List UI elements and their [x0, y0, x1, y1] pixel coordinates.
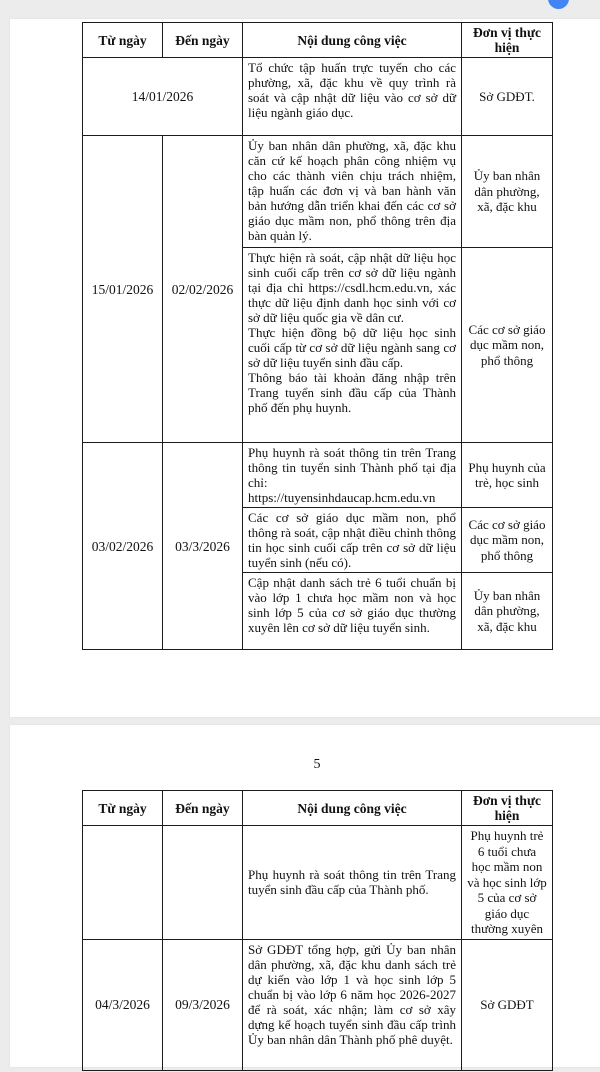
to-date-cell: 02/02/2026 — [163, 136, 243, 443]
task-cell: Tổ chức tập huấn trực tuyến cho các phường, xã, đặc khu về quy trình rà soát và cập nhật dữ liệu vào cơ sở dữ liệu ngành giáo dục. — [243, 58, 462, 136]
task-cell: Phụ huynh rà soát thông tin trên Trang tuyển sinh đầu cấp của Thành phố. — [243, 826, 462, 940]
col-header-task: Nội dung công việc — [243, 23, 462, 58]
unit-cell: Phụ huynh của trẻ, học sinh — [462, 443, 553, 508]
from-date-cell: 04/3/2026 — [83, 939, 163, 1070]
task-cell: Cập nhật danh sách trẻ 6 tuổi chuẩn bị vào lớp 1 chưa học mầm non và học sinh lớp 5 của cơ sở giáo dục thường xuyên lên cơ sở dữ liệu tuyển sinh. — [243, 573, 462, 650]
schedule-table-1 — [82, 22, 553, 650]
table-header-row — [83, 23, 553, 58]
unit-cell: Các cơ sở giáo dục mầm non, phổ thông — [462, 248, 553, 443]
from-date-cell: 03/02/2026 — [83, 443, 163, 650]
col-header-to-date: Đến ngày — [163, 23, 243, 58]
schedule-table-2 — [82, 790, 553, 1071]
to-date-cell: 09/3/2026 — [163, 939, 243, 1070]
col-header-to-date: Đến ngày — [163, 791, 243, 826]
unit-cell: Sở GDĐT. — [462, 58, 553, 136]
unit-cell: Ủy ban nhân dân phường, xã, đặc khu — [462, 136, 553, 248]
task-cell: Ủy ban nhân dân phường, xã, đặc khu căn cứ kế hoạch phân công nhiệm vụ cho các thành viên chịu trách nhiệm, tập huấn các đơn vị và ban hành văn bản hướng dẫn triển khai đến các cơ sở giáo dục mầm non, phổ thông trên địa bàn quản lý. — [243, 136, 462, 248]
task-paragraph: Thực hiện rà soát, cập nhật dữ liệu học sinh cuối cấp trên cơ sở dữ liệu ngành tại địa chỉ https://csdl.hcm.edu.vn, xác thực dữ liệu định danh học sinh với cơ sở dữ liệu quốc gia về dân cư. — [248, 250, 456, 325]
task-cell — [243, 248, 462, 443]
table-row — [83, 443, 553, 508]
task-paragraph: Phụ huynh rà soát thông tin trên Trang thông tin tuyển sinh Thành phố tại địa chỉ: https://tuyensinhdaucap.hcm.edu.vn — [248, 445, 456, 505]
page-number: 5 — [313, 757, 321, 772]
table-row — [83, 826, 553, 940]
col-header-unit: Đơn vị thực hiện — [462, 791, 553, 826]
table-row — [83, 58, 553, 136]
col-header-unit: Đơn vị thực hiện — [462, 23, 553, 58]
task-cell — [243, 443, 462, 508]
from-date-cell-empty — [83, 826, 163, 940]
task-cell: Các cơ sở giáo dục mầm non, phổ thông rà soát, cập nhật điều chỉnh thông tin học sinh cuối cấp trên cơ sở dữ liệu tuyển sinh (nếu có). — [243, 508, 462, 573]
table-row — [83, 939, 553, 1070]
document-page-1 — [10, 19, 600, 717]
blue-dot-button[interactable] — [548, 0, 569, 9]
unit-cell: Phụ huynh trẻ 6 tuổi chưa học mầm non và học sinh lớp 5 của cơ sở giáo dục thường xuyên — [462, 826, 553, 940]
unit-cell: Các cơ sở giáo dục mầm non, phổ thông — [462, 508, 553, 573]
unit-cell: Sở GDĐT — [462, 939, 553, 1070]
to-date-cell-empty — [163, 826, 243, 940]
task-paragraph: Thực hiện đồng bộ dữ liệu học sinh cuối cấp từ cơ sở dữ liệu ngành sang cơ sở dữ liệu tuyển sinh đầu cấp. — [248, 325, 456, 370]
document-page-2 — [10, 725, 600, 1067]
date-cell: 14/01/2026 — [83, 58, 243, 136]
task-cell: Sở GDĐT tổng hợp, gửi Ủy ban nhân dân phường, xã, đặc khu danh sách trẻ dự kiến vào lớp 1 và học sinh lớp 5 chuẩn bị vào lớp 6 năm học 2026-2027 để rà soát, xác nhận; làm cơ sở xây dựng kế hoạch tuyển sinh đầu cấp trình Ủy ban nhân dân Thành phố phê duyệt. — [243, 939, 462, 1070]
unit-cell: Ủy ban nhân dân phường, xã, đặc khu — [462, 573, 553, 650]
col-header-from-date: Từ ngày — [83, 23, 163, 58]
from-date-cell: 15/01/2026 — [83, 136, 163, 443]
to-date-cell: 03/3/2026 — [163, 443, 243, 650]
col-header-from-date: Từ ngày — [83, 791, 163, 826]
table-row — [83, 136, 553, 248]
task-paragraph: Thông báo tài khoản đăng nhập trên Trang tuyển sinh đầu cấp của Thành phố đến phụ huynh. — [248, 370, 456, 415]
col-header-task: Nội dung công việc — [243, 791, 462, 826]
table-header-row — [83, 791, 553, 826]
